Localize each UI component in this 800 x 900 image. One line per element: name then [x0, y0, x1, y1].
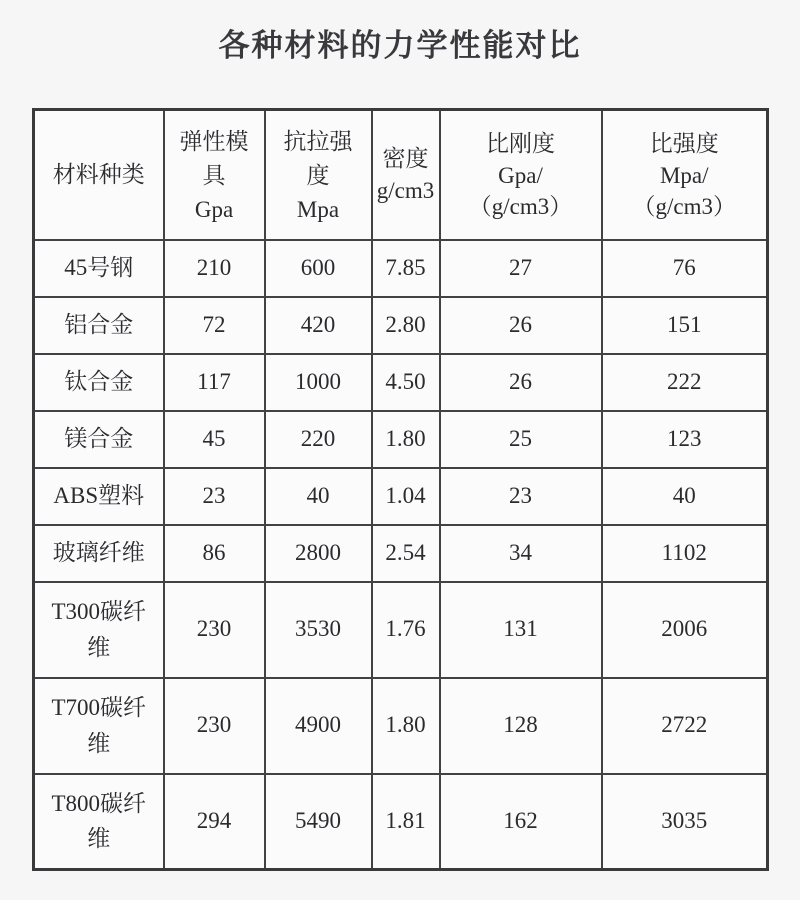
value-cell: 25	[440, 411, 602, 468]
material-cell: ABS塑料	[34, 468, 164, 525]
header-cell-specific-stiffness	[440, 110, 602, 240]
value-cell: 151	[602, 297, 768, 354]
table-row	[34, 354, 768, 411]
value-cell: 230	[164, 582, 265, 678]
value-cell: 72	[164, 297, 265, 354]
header-cell-material	[34, 110, 164, 240]
value-cell: 210	[164, 240, 265, 297]
table-row	[34, 774, 768, 870]
header-label: 密度	[382, 146, 429, 172]
header-unit2: （g/cm3）	[468, 193, 573, 219]
value-cell: 40	[602, 468, 768, 525]
value-cell: 3530	[265, 582, 372, 678]
value-cell: 2800	[265, 525, 372, 582]
material-cell: 铝合金	[34, 297, 164, 354]
header-cell-specific-strength	[602, 110, 768, 240]
value-cell: 27	[440, 240, 602, 297]
header-label: 弹性模具	[179, 128, 249, 189]
value-cell: 1.81	[372, 774, 440, 870]
value-cell: 40	[265, 468, 372, 525]
page-title: 各种材料的力学性能对比	[218, 28, 582, 63]
value-cell: 4.50	[372, 354, 440, 411]
value-cell: 1.80	[372, 678, 440, 774]
value-cell: 2722	[602, 678, 768, 774]
material-cell: 玻璃纤维	[34, 525, 164, 582]
value-cell: 131	[440, 582, 602, 678]
table-row	[34, 240, 768, 297]
table-row	[34, 678, 768, 774]
value-cell: 162	[440, 774, 602, 870]
value-cell: 2.80	[372, 297, 440, 354]
table-row	[34, 582, 768, 678]
header-unit: Mpa/	[659, 162, 709, 188]
value-cell: 86	[164, 525, 265, 582]
header-cell-elastic-modulus	[164, 110, 265, 240]
header-unit: g/cm3	[376, 178, 435, 204]
value-cell: 76	[602, 240, 768, 297]
value-cell: 600	[265, 240, 372, 297]
header-label: 材料种类	[52, 161, 145, 187]
value-cell: 2.54	[372, 525, 440, 582]
value-cell: 7.85	[372, 240, 440, 297]
header-cell-density	[372, 110, 440, 240]
value-cell: 294	[164, 774, 265, 870]
value-cell: 5490	[265, 774, 372, 870]
value-cell: 123	[602, 411, 768, 468]
value-cell: 1.80	[372, 411, 440, 468]
material-cell: 镁合金	[34, 411, 164, 468]
header-cell-tensile-strength	[265, 110, 372, 240]
value-cell: 220	[265, 411, 372, 468]
table-row	[34, 297, 768, 354]
material-cell: T300碳纤维	[34, 582, 164, 678]
table-row	[34, 468, 768, 525]
value-cell: 1.76	[372, 582, 440, 678]
value-cell: 128	[440, 678, 602, 774]
material-cell: T700碳纤维	[34, 678, 164, 774]
value-cell: 23	[164, 468, 265, 525]
value-cell: 45	[164, 411, 265, 468]
value-cell: 26	[440, 297, 602, 354]
header-label: 比强度	[649, 130, 719, 156]
value-cell: 4900	[265, 678, 372, 774]
value-cell: 1.04	[372, 468, 440, 525]
value-cell: 1000	[265, 354, 372, 411]
value-cell: 420	[265, 297, 372, 354]
value-cell: 3035	[602, 774, 768, 870]
header-unit: Mpa	[296, 196, 340, 222]
materials-properties-table	[32, 108, 769, 871]
material-cell: 钛合金	[34, 354, 164, 411]
value-cell: 1102	[602, 525, 768, 582]
header-label: 抗拉强度	[283, 128, 353, 189]
value-cell: 34	[440, 525, 602, 582]
value-cell: 230	[164, 678, 265, 774]
material-cell: 45号钢	[34, 240, 164, 297]
header-unit2: （g/cm3）	[632, 193, 736, 219]
table-row	[34, 525, 768, 582]
table-row	[34, 411, 768, 468]
value-cell: 2006	[602, 582, 768, 678]
value-cell: 23	[440, 468, 602, 525]
header-label: 比刚度	[486, 130, 555, 156]
table-header-row	[34, 110, 768, 240]
value-cell: 222	[602, 354, 768, 411]
value-cell: 117	[164, 354, 265, 411]
material-cell: T800碳纤维	[34, 774, 164, 870]
header-unit: Gpa	[194, 196, 234, 222]
value-cell: 26	[440, 354, 602, 411]
header-unit: Gpa/	[498, 162, 543, 188]
